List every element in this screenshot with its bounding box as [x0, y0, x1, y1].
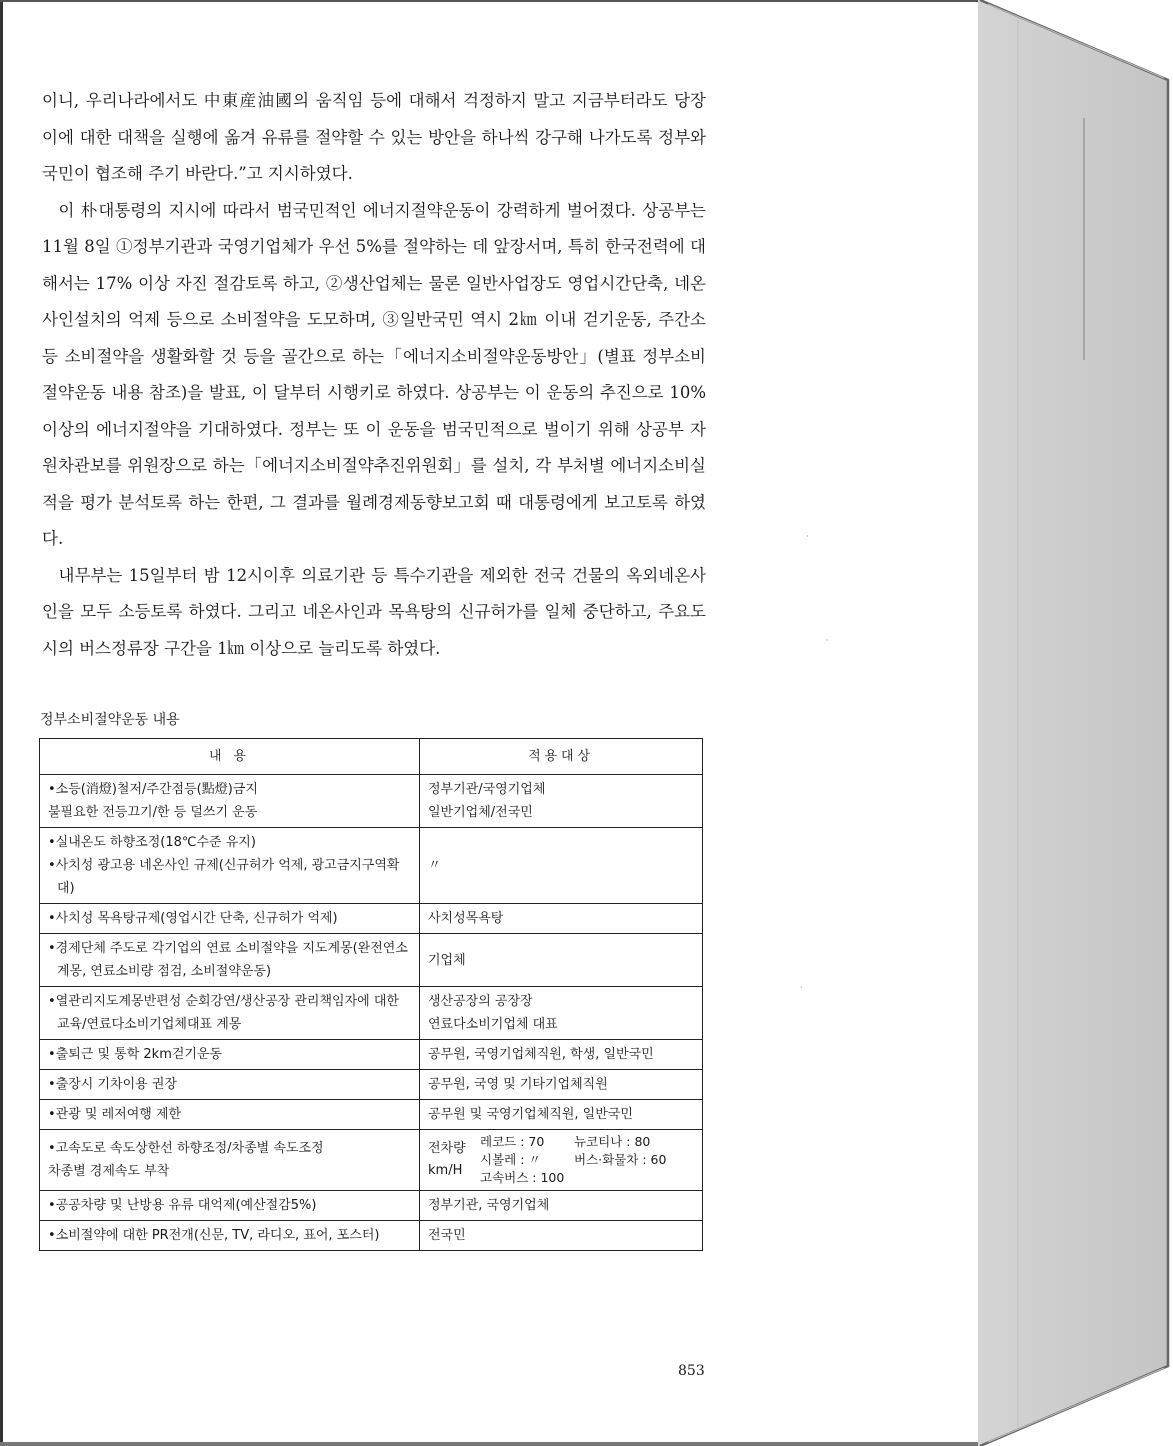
- unit-line: km/H: [428, 1163, 463, 1178]
- table-row: [40, 1070, 703, 1100]
- target-cell: [420, 1040, 703, 1070]
- content-cell: [40, 987, 420, 1040]
- book-side-face: [978, 0, 1168, 1446]
- content-cell: [40, 1221, 420, 1251]
- speed-limits: [428, 1133, 694, 1187]
- target-cell: [420, 775, 703, 828]
- cell-line: 차종별 경제속도 부착: [48, 1164, 170, 1179]
- speed-item: [574, 1169, 694, 1187]
- table-row: [40, 1191, 703, 1221]
- header-target: 적용대상: [420, 739, 703, 775]
- cell-line: 전국민: [428, 1228, 466, 1243]
- cell-line: 공무원, 국영기업체직원, 학생, 일반국민: [428, 1047, 654, 1062]
- cell-line: 사치성목욕탕: [428, 911, 504, 926]
- table-row: [40, 1040, 703, 1070]
- cell-line: 〃: [428, 858, 442, 873]
- content-cell: [40, 1191, 420, 1221]
- table-row: [40, 828, 703, 904]
- content-cell: [40, 1130, 420, 1191]
- cell-line: •관광 및 레저여행 제한: [48, 1107, 182, 1122]
- speed-unit: [428, 1138, 480, 1182]
- paragraph-1: 이니, 우리나라에서도 中東産油國의 움직임 등에 대해서 걱정하지 말고 지금부터라도 당장 이에 대한 대책을 실행에 옮겨 유류를 절약할 수 있는 방안을 하나씩 강구해 나가도록 정부와 국민이 협조해 주기 바란다.”고 지시하였다.: [42, 91, 706, 183]
- speck: ·: [800, 983, 803, 992]
- target-cell: [420, 904, 703, 934]
- cell-line: 기업체: [428, 952, 466, 968]
- content-cell: [40, 775, 420, 828]
- speck: ·: [806, 532, 809, 541]
- target-cell: [420, 987, 703, 1040]
- cell-line: •경제단체 주도로 각기업의 연료 소비절약을 지도계몽(완전연소계몽, 연료소비량 점검, 소비절약운동): [48, 941, 408, 979]
- unit-line: 전차량: [428, 1141, 466, 1156]
- target-cell: [420, 1070, 703, 1100]
- cell-line: •출퇴근 및 통학 2km걷기운동: [48, 1047, 223, 1062]
- content-cell: [40, 1100, 420, 1130]
- target-cell: [420, 934, 703, 987]
- table-row: [40, 904, 703, 934]
- body-text: [42, 83, 706, 667]
- target-cell: [420, 828, 703, 904]
- cell-line: •출장시 기차이용 권장: [48, 1077, 177, 1092]
- cell-line: 연료다소비기업체 대표: [428, 1017, 558, 1032]
- target-cell: [420, 1221, 703, 1251]
- speed-item: 시볼레 : 〃: [480, 1152, 541, 1167]
- page-bottom-edge: [0, 1442, 978, 1446]
- table-row: [40, 1221, 703, 1251]
- paragraph-3: 내무부는 15일부터 밤 12시이후 의료기관 등 특수기관을 제외한 전국 건물의 옥외네온사인을 모두 소등토록 하였다. 그리고 네온사인과 목욕탕의 신규허가를 일체 중단하고, 주요도시의 버스정류장 구간을 1㎞ 이상으로 늘리도록 하였다.: [42, 565, 706, 658]
- cell-line: •열관리지도계몽반편성 순회강연/생산공장 관리책임자에 대한 교육/연료다소비기업체대표 계몽: [48, 994, 399, 1032]
- speed-item: 고속버스 : 100: [480, 1170, 565, 1185]
- cell-line: 정부기관, 국영기업체: [428, 1198, 550, 1213]
- table-row: [40, 934, 703, 987]
- table-caption: 정부소비절약운동 내용: [40, 712, 180, 728]
- cell-line: •고속도로 속도상한선 하향조정/차종별 속도조정: [48, 1141, 324, 1156]
- content-cell: [40, 934, 420, 987]
- cell-line: 일반기업체/전국민: [428, 805, 533, 820]
- speed-cell: [420, 1130, 703, 1191]
- table-row: [40, 775, 703, 828]
- table-body: [40, 775, 703, 1251]
- cell-line: •사치성 목욕탕규제(영업시간 단축, 신규허가 억제): [48, 911, 338, 926]
- target-cell: [420, 1191, 703, 1221]
- page-number: 853: [678, 1363, 705, 1379]
- speed-item: 레코드 : 70: [480, 1134, 545, 1149]
- table-header-row: [40, 739, 703, 775]
- table-row: [40, 987, 703, 1040]
- cell-line: •소등(消燈)철저/주간점등(點燈)금지: [48, 782, 258, 797]
- content-cell: [40, 904, 420, 934]
- header-content: 내 용: [40, 739, 420, 775]
- content-cell: [40, 828, 420, 904]
- campaign-table: [39, 738, 703, 1251]
- table-row: [40, 1130, 703, 1191]
- page-left-edge: [0, 0, 3, 1446]
- content-cell: [40, 1040, 420, 1070]
- cell-line: •소비절약에 대한 PR전개(신문, TV, 라디오, 표어, 포스터): [48, 1228, 380, 1243]
- content-cell: [40, 1070, 420, 1100]
- cell-line: 불필요한 전등끄기/한 등 덜쓰기 운동: [48, 805, 258, 820]
- speed-item: 뉴코티나 : 80: [574, 1134, 651, 1149]
- cell-line: •사치성 광고용 네온사인 규제(신규허가 억제, 광고금지구역확대): [48, 858, 400, 896]
- cell-line: 정부기관/국영기업체: [428, 782, 546, 797]
- cell-line: •공공차량 및 난방용 유류 대억제(예산절감5%): [48, 1198, 317, 1213]
- speed-item: 버스·화물차 : 60: [574, 1152, 667, 1167]
- book-page-stack: [978, 0, 1173, 1446]
- speck: ·: [826, 636, 829, 645]
- paragraph-2: 이 朴대통령의 지시에 따라서 범국민적인 에너지절약운동이 강력하게 벌어졌다. 상공부는 11월 8일 ①정부기관과 국영기업체가 우선 5%를 절약하는 데 앞장서며, 특히 한국전력에 대해서는 17% 이상 자진 절감토록 하고, ②생산업체는 물론 일반사업장도 영업시간단축, 네온사인설치의 억제 등으로 소비절약을 도모하며, ③일반국민 역시 2㎞ 이내 걷기운동, 주간소등 소비절약을 생활화할 것 등을 골간으로 하는「에너지소비절약운동방안」(별표 정부소비절약운동 내용 참조)을 발표, 이 달부터 시행키로 하였다. 상공부는 이 운동의 추진으로 10% 이상의 에너지절약을 기대하였다. 정부는 또 이 운동을 범국민적으로 벌이기 위해 상공부 자원차관보를 위원장으로 하는「에너지소비절약추진위원회」를 설치, 각 부처별 에너지소비실적을 평가 분석토록 하는 한편, 그 결과를 월례경제동향보고회 때 대통령에게 보고토록 하였다.: [42, 200, 706, 548]
- cell-line: 공무원 및 국영기업체직원, 일반국민: [428, 1107, 633, 1122]
- cell-line: 공무원, 국영 및 기타기업체직원: [428, 1077, 608, 1092]
- target-cell: [420, 1100, 703, 1130]
- cell-line: 생산공장의 공장장: [428, 994, 533, 1009]
- table-row: [40, 1100, 703, 1130]
- speed-list: [480, 1133, 694, 1187]
- page-top-edge: [0, 0, 978, 2]
- cell-line: •실내온도 하향조정(18℃수준 유지): [48, 835, 256, 850]
